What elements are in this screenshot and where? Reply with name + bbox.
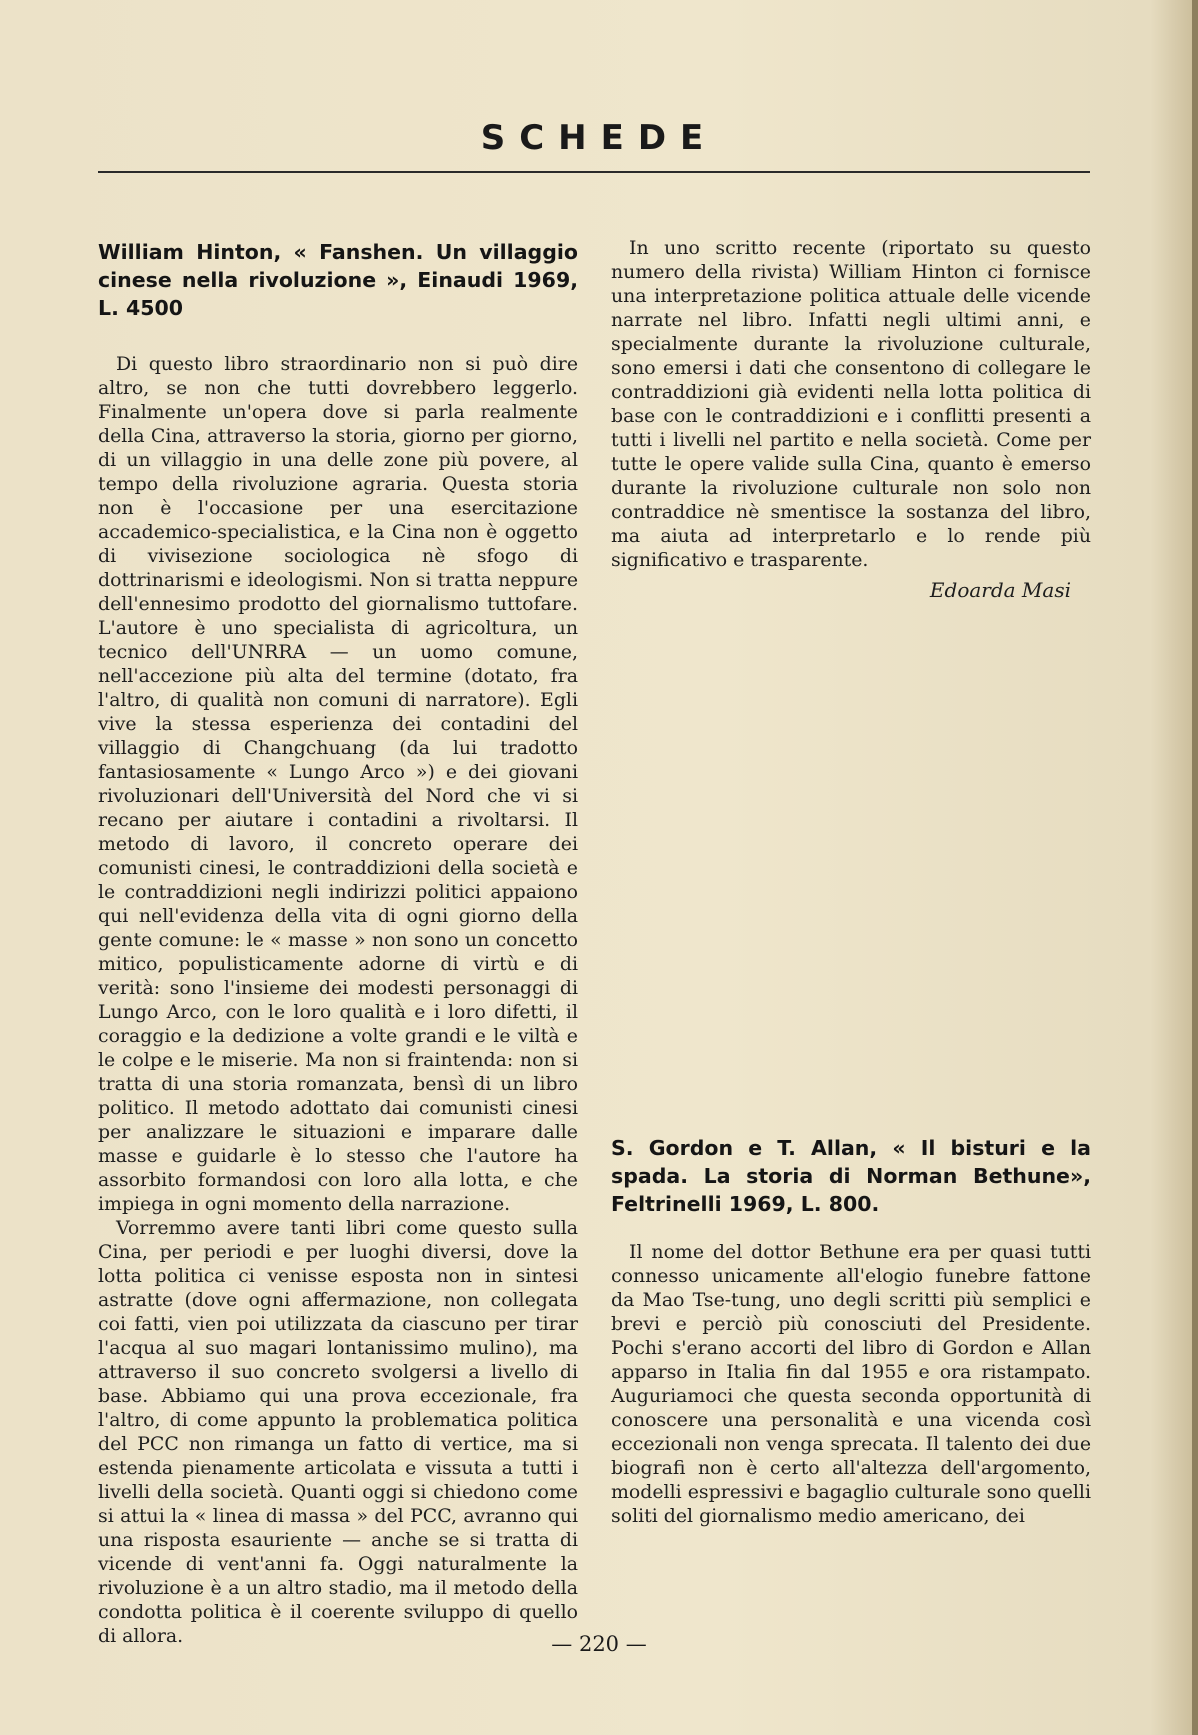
review-1-paragraph-3: In uno scritto recente (riportato su questo numero della rivista) William Hinton ci fornisce una interpretazione politica attuale delle vicende narrate nel libro. Infatti negli ultimi anni, e specialmente durante la rivoluzione culturale, sono emersi i dati che consentono di collegare le contraddizioni già evidenti nella lotta politica di base con le contraddizioni e i conflitti presenti a tutti i livelli nel partito e nella società. Come per tutte le opere valide sulla Cina, quanto è emerso durante la rivoluzione culturale non solo non contraddice nè smentisce la sostanza del libro, ma aiuta ad interpretarlo e lo rende più significativo e trasparente. — [611, 237, 1091, 571]
heading-rule — [98, 171, 1090, 173]
review-1-author: Edoarda Masi — [929, 578, 1071, 602]
review-1-paragraph-1: Di questo libro straordinario non si può dire altro, se non che tutti dovrebbero leggerlo. Finalmente un'opera dove si parla realmente della Cina, attraverso la storia, giorno per giorno, di un villaggio in una delle zone più povere, al tempo della rivoluzione agraria. Questa storia non è l'occasione per una esercitazione accademico-specialistica, e la Cina non è oggetto di vivisezione sociologica nè sfogo di dottrinarismi e ideologismi. Non si tratta neppure dell'ennesimo prodotto del giornalismo tuttofare. L'autore è uno specialista di agricoltura, un tecnico dell'UNRRA — un uomo comune, nell'accezione più alta del termine (dotato, fra l'altro, di qualità non comuni di narratore). Egli vive la stessa esperienza dei contadini del villaggio di Changchuang (da lui tradotto fantasiosamente « Lungo Arco ») e dei giovani rivoluzionari dell'Università del Nord che vi si recano per aiutare i contadini a rivoltarsi. Il metodo di lavoro, il concreto operare dei comunisti cinesi, le contraddizioni della società e le contraddizioni negli indirizzi politici appaiono qui nell'evidenza della vita di ogni giorno della gente comune: le « masse » non sono un concetto mitico, populisticamente adorne di virtù e di verità: sono l'insieme dei modesti personaggi di Lungo Arco, con le loro qualità e i loro difetti, il coraggio e la dedizione a volte grandi e le viltà e le colpe e le miserie. Ma non si fraintenda: non si tratta di una storia romanzata, bensì di un libro politico. Il metodo adottato dai comunisti cinesi per analizzare le situazioni e imparare dalle masse e guidarle è lo stesso che l'autore ha assorbito formandosi con loro alla lotta, e che impiega in ogni momento della narrazione. — [98, 353, 578, 1215]
page-number: — 220 — — [551, 1632, 647, 1656]
section-heading: SCHEDE — [480, 118, 718, 158]
left-column — [98, 238, 578, 1648]
review-2-paragraph-1: Il nome del dottor Bethune era per quasi tutti connesso unicamente all'elogio funebre fattone da Mao Tse-tung, uno degli scritti più semplici e brevi e perciò più conosciuti del Presidente. Pochi s'erano accorti del libro di Gordon e Allan apparso in Italia fin dal 1955 e ora ristampato. Auguriamoci che questa seconda opportunità di conoscere una personalità e una vicenda così eccezionali non venga sprecata. Il talento dei due biografi non è certo all'altezza dell'argomento, modelli espressivi e bagaglio culturale sono quelli soliti del giornalismo medio americano, dei — [611, 1241, 1091, 1527]
review-1-title: William Hinton, « Fanshen. Un villaggio cinese nella rivoluzione », Einaudi 1969, L. 4500 — [98, 240, 578, 320]
page-edge-shadow — [1192, 0, 1198, 1735]
right-column — [611, 236, 1091, 603]
review-1-paragraph-2: Vorremmo avere tanti libri come questo sulla Cina, per periodi e per luoghi diversi, dove la lotta politica ci venisse esposta non in sintesi astratte (dove ogni affermazione, non collegata coi fatti, vien poi utilizzata da ciascuno per tirar l'acqua al suo magari lontanissimo mulino), ma attraverso il suo concreto svolgersi a livello di base. Abbiamo qui una prova eccezionale, fra l'altro, di come appunto la problematica politica del PCC non rimanga un fatto di vertice, ma si estenda pienamente articolata e vissuta a tutti i livelli della società. Quanti oggi si chiedono come si attui la « linea di massa » del PCC, avranno qui una risposta esauriente — anche se si tratta di vicende di vent'anni fa. Oggi naturalmente la rivoluzione è a un altro stadio, ma il metodo della condotta politica è il coerente sviluppo di quello di allora. — [98, 1217, 578, 1647]
review-2-title: S. Gordon e T. Allan, « Il bisturi e la spada. La storia di Norman Bethune», Feltrinelli 1969, L. 800. — [611, 1136, 1091, 1216]
review-2 — [611, 1134, 1091, 1528]
